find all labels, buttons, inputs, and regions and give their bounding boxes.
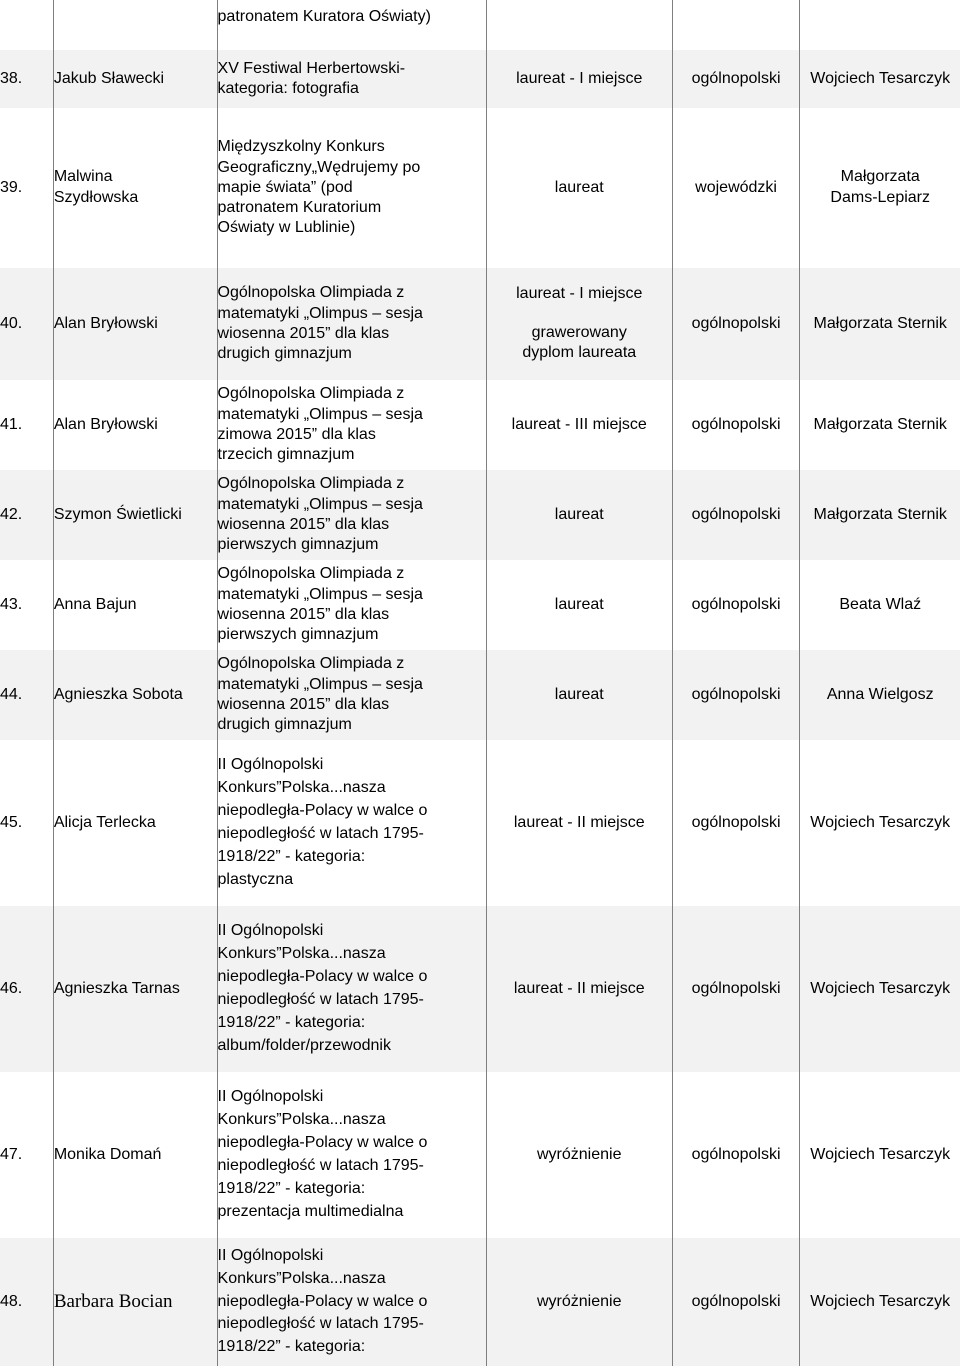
competition-line: pierwszych gimnazjum — [217, 626, 379, 644]
competition-cell — [217, 380, 486, 470]
teacher-cell: Wojciech Tesarczyk — [800, 50, 960, 108]
table-row — [0, 108, 960, 268]
table-row — [0, 650, 960, 740]
competition-line: matematyki „Olimpus – sesja — [217, 405, 423, 423]
competition-line: pierwszych gimnazjum — [217, 536, 379, 554]
competition-line: niepodległa-Polacy w walce o — [217, 802, 428, 820]
level-cell: ogólnopolski — [672, 560, 800, 650]
result-cell — [486, 650, 672, 740]
result-cell — [486, 50, 672, 108]
level-cell: ogólnopolski — [672, 268, 800, 380]
row-number: 40. — [0, 268, 53, 380]
level-cell: ogólnopolski — [672, 906, 800, 1072]
result-cell — [486, 1072, 672, 1238]
table-row — [0, 740, 960, 906]
result-line: laureat - II miejsce — [513, 979, 645, 997]
result-cell — [486, 108, 672, 268]
level-cell: ogólnopolski — [672, 650, 800, 740]
level-cell: ogólnopolski — [672, 1238, 800, 1366]
teacher-cell: Małgorzata Sternik — [800, 470, 960, 560]
table-row — [0, 470, 960, 560]
competition-line: niepodległa-Polacy w walce o — [217, 1292, 428, 1310]
result-cell — [486, 0, 672, 50]
teacher-cell: Wojciech Tesarczyk — [800, 906, 960, 1072]
student-name — [53, 0, 217, 50]
competition-line: niepodległość w latach 1795- — [217, 1315, 424, 1333]
competition-line: II Ogólnopolski — [217, 756, 324, 774]
result-cell — [486, 906, 672, 1072]
table-row — [0, 268, 960, 380]
result-cell — [486, 560, 672, 650]
result-line: laureat - II miejsce — [513, 813, 645, 831]
competition-line: II Ogólnopolski — [217, 1246, 324, 1264]
competition-line: niepodległa-Polacy w walce o — [217, 968, 428, 986]
competition-line: Konkurs”Polska...nasza — [217, 779, 386, 797]
level-cell: ogólnopolski — [672, 1072, 800, 1238]
row-number: 41. — [0, 415, 23, 433]
competition-line: niepodległość w latach 1795- — [217, 991, 424, 1008]
teacher-cell: Wojciech Tesarczyk — [800, 1072, 960, 1238]
student-name: Malwina Szydłowska — [53, 108, 217, 268]
level-cell: ogólnopolski — [672, 740, 800, 906]
row-number: 45. — [0, 813, 23, 831]
teacher-cell: Małgorzata Sternik — [800, 380, 960, 470]
competition-line: zimowa 2015” dla klas — [217, 426, 376, 443]
competition-line: wiosenna 2015” dla klas — [217, 696, 390, 713]
level-cell: ogólnopolski — [672, 50, 800, 108]
teacher-cell — [800, 0, 960, 50]
result-line: laureat - III miejsce — [511, 415, 647, 433]
student-name: Anna Bajun — [53, 560, 217, 650]
competition-cell — [217, 650, 486, 740]
competition-cell — [217, 560, 486, 650]
competition-line: II Ogólnopolski — [217, 1088, 324, 1106]
competition-line: Oświaty w Lublinie) — [217, 219, 356, 237]
result-cell — [486, 1238, 672, 1366]
competition-line: niepodległość w latach 1795- — [217, 1157, 424, 1174]
competition-line: patronatem Kuratora Oświaty) — [217, 8, 431, 25]
result-line: wyróżnienie — [537, 1145, 622, 1163]
result-line: wyróżnienie — [537, 1292, 622, 1310]
competition-line: drugich gimnazjum — [217, 716, 352, 734]
competition-line: prezentacja multimedialna — [217, 1202, 404, 1220]
result-cell — [486, 740, 672, 906]
result-line: laureat - I miejsce — [516, 69, 643, 87]
result-line: grawerowany dyplom laureata — [522, 323, 637, 362]
competition-line: wiosenna 2015” dla klas — [217, 606, 390, 623]
row-number: 47. — [0, 1145, 23, 1163]
level-cell: ogólnopolski — [672, 470, 800, 560]
competition-line: niepodległość w latach 1795- — [217, 825, 424, 842]
competition-line: Geograficzny„Wędrujemy po — [217, 158, 421, 176]
competition-line: kategoria: fotografia — [217, 80, 359, 97]
competition-cell — [217, 50, 486, 108]
competition-cell — [217, 1072, 486, 1238]
competition-line: matematyki „Olimpus – sesja — [217, 675, 423, 693]
competition-line: 1918/22” - kategoria: — [217, 847, 366, 865]
result-cell — [486, 268, 672, 380]
competition-line: album/folder/przewodnik — [217, 1036, 391, 1054]
teacher-cell: Anna Wielgosz — [800, 650, 960, 740]
teacher-cell: Małgorzata Dams-Lepiarz — [800, 108, 960, 268]
competition-line: patronatem Kuratorium — [217, 199, 382, 217]
row-number: 42. — [0, 470, 53, 560]
competition-line: wiosenna 2015” dla klas — [217, 325, 390, 342]
result-line: laureat — [554, 595, 604, 613]
competition-cell — [217, 268, 486, 380]
competition-line: Konkurs”Polska...nasza — [217, 945, 386, 963]
result-line: laureat — [554, 505, 604, 523]
student-name: Monika Domań — [53, 1072, 217, 1238]
student-name: Szymon Świetlicki — [53, 470, 217, 560]
result-line: laureat — [554, 178, 604, 196]
competition-line: Konkurs”Polska...nasza — [217, 1269, 386, 1287]
level-cell: wojewódzki — [672, 108, 800, 268]
row-number — [0, 0, 53, 50]
competition-line: Ogólnopolska Olimpiada z — [217, 385, 405, 403]
table-row — [0, 0, 960, 50]
student-name: Agnieszka Tarnas — [53, 906, 217, 1072]
row-number: 44. — [0, 650, 53, 740]
competition-cell — [217, 470, 486, 560]
competition-line: Ogólnopolska Olimpiada z — [217, 475, 405, 493]
teacher-cell: Wojciech Tesarczyk — [800, 1238, 960, 1366]
row-number: 43. — [0, 595, 23, 613]
result-line: laureat — [554, 685, 604, 703]
student-name: Barbara Bocian — [53, 1238, 217, 1366]
competition-cell — [217, 906, 486, 1072]
row-number: 38. — [0, 50, 53, 108]
competition-line: trzecich gimnazjum — [217, 446, 355, 464]
competition-line: wiosenna 2015” dla klas — [217, 516, 390, 533]
student-name: Jakub Sławecki — [53, 50, 217, 108]
level-cell — [672, 0, 800, 50]
student-name: Agnieszka Sobota — [53, 650, 217, 740]
teacher-cell: Małgorzata Sternik — [800, 268, 960, 380]
student-name: Alan Bryłowski — [53, 380, 217, 470]
competition-line: matematyki „Olimpus – sesja — [217, 585, 423, 603]
competition-line: II Ogólnopolski — [217, 922, 324, 940]
student-name: Alan Bryłowski — [53, 268, 217, 380]
competition-line: 1918/22” - kategoria: — [217, 1338, 366, 1356]
row-number: 46. — [0, 906, 53, 1072]
competition-line: XV Festiwal Herbertowski- — [217, 59, 406, 77]
competition-line: matematyki „Olimpus – sesja — [217, 304, 423, 322]
competition-line: matematyki „Olimpus – sesja — [217, 495, 423, 513]
table-row — [0, 50, 960, 108]
competition-line: Konkurs”Polska...nasza — [217, 1111, 386, 1129]
level-cell: ogólnopolski — [672, 380, 800, 470]
competition-line: Ogólnopolska Olimpiada z — [217, 565, 405, 583]
competition-line: Międzyszkolny Konkurs — [217, 138, 385, 156]
competition-line: 1918/22” - kategoria: — [217, 1179, 366, 1197]
result-cell — [486, 380, 672, 470]
competition-line: niepodległa-Polacy w walce o — [217, 1134, 428, 1152]
row-number: 39. — [0, 178, 23, 196]
competition-line: plastyczna — [217, 870, 294, 888]
result-cell — [486, 470, 672, 560]
competition-line: 1918/22” - kategoria: — [217, 1013, 366, 1031]
competition-line: mapie świata” (pod — [217, 178, 353, 196]
row-number: 48. — [0, 1238, 53, 1366]
student-name: Alicja Terlecka — [53, 740, 217, 906]
competition-line: drugich gimnazjum — [217, 345, 352, 363]
table-row — [0, 1072, 960, 1238]
competition-cell — [217, 1238, 486, 1366]
competition-cell — [217, 0, 486, 50]
table-row — [0, 906, 960, 1072]
table-row — [0, 560, 960, 650]
result-line: laureat - I miejsce — [516, 284, 643, 302]
competition-line: Ogólnopolska Olimpiada z — [217, 284, 405, 302]
teacher-cell: Wojciech Tesarczyk — [800, 740, 960, 906]
table-row — [0, 380, 960, 470]
teacher-cell: Beata Wlaź — [800, 560, 960, 650]
competition-line: Ogólnopolska Olimpiada z — [217, 655, 405, 673]
competition-cell — [217, 108, 486, 268]
competition-cell — [217, 740, 486, 906]
table-row — [0, 1238, 960, 1366]
